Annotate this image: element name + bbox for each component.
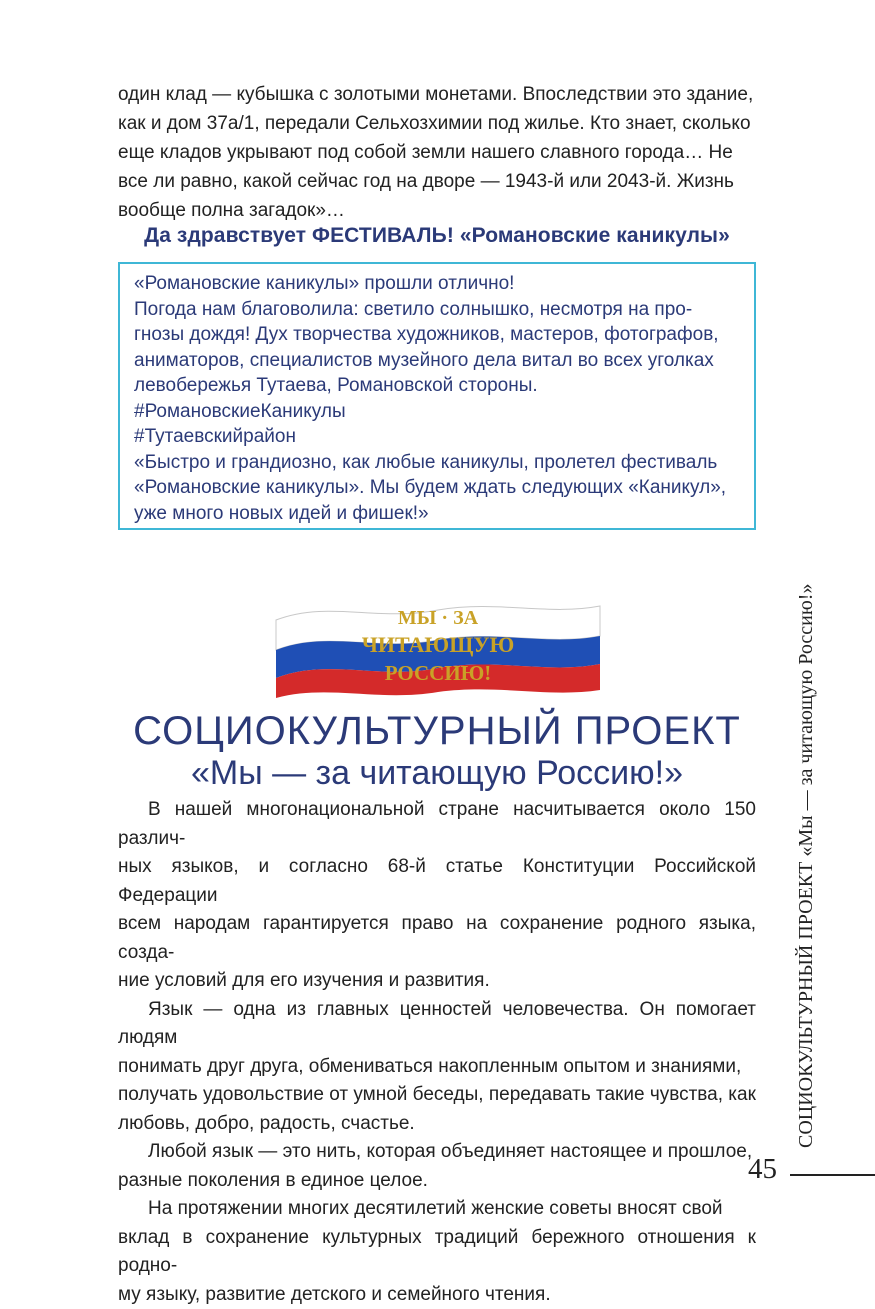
body-line: му языку, развитие детского и семейного чтения. — [118, 1281, 756, 1309]
flag-banner-logo — [268, 592, 608, 700]
body-line: всем народам гарантируется право на сохранение родного языка, созда- — [118, 910, 756, 967]
quote-line: «Романовские каникулы». Мы будем ждать следующих «Каникул», — [134, 475, 740, 501]
intro-line: один клад — кубышка с золотыми монетами. Впоследствии это здание, — [118, 80, 756, 109]
body-line: понимать друг друга, обмениваться накопленным опытом и знаниями, — [118, 1053, 756, 1082]
quote-line: Погода нам благоволила: светило солнышко, несмотря на про- — [134, 297, 740, 323]
project-title: СОЦИОКУЛЬТУРНЫЙ ПРОЕКТ — [118, 707, 756, 755]
body-line: Язык — одна из главных ценностей человечества. Он помогает людям — [118, 996, 756, 1053]
body-line: вклад в сохранение культурных традиций бережного отношения к родно- — [118, 1224, 756, 1281]
body-line: На протяжении многих десятилетий женские советы вносят свой — [118, 1195, 756, 1224]
banner-line-1: МЫ · ЗА — [398, 607, 479, 629]
body-line: ние условий для его изучения и развития. — [118, 967, 756, 996]
hashtag: #Тутаевскийрайон — [134, 424, 740, 450]
banner-line-3: РОССИЮ! — [385, 661, 492, 685]
intro-line: еще кладов укрывают под собой земли нашего славного города… Не — [118, 138, 756, 167]
intro-line: все ли равно, какой сейчас год на дворе — 1943-й или 2043-й. Жизнь — [118, 167, 756, 196]
quote-line: гнозы дождя! Дух творчества художников, мастеров, фотографов, — [134, 322, 740, 348]
festival-quote-box — [118, 262, 756, 530]
banner-line-2: ЧИТАЮЩУЮ — [362, 632, 515, 657]
body-line: Любой язык — это нить, которая объединяет настоящее и прошлое, — [118, 1138, 756, 1167]
project-subtitle: «Мы — за читающую Россию!» — [118, 752, 756, 794]
page-number-rule — [790, 1174, 875, 1176]
body-line: ных языков, и согласно 68-й статье Конституции Российской Федерации — [118, 853, 756, 910]
festival-heading: Да здравствует ФЕСТИВАЛЬ! «Романовские каникулы» — [118, 224, 756, 248]
quote-line: левобережья Тутаева, Романовской стороны. — [134, 373, 740, 399]
quote-line: «Быстро и грандиозно, как любые каникулы, пролетел фестиваль — [134, 450, 740, 476]
project-body — [118, 796, 756, 1309]
intro-text — [118, 80, 756, 225]
running-side-title: СОЦИОКУЛЬТУРНЫЙ ПРОЕКТ «Мы — за читающую Россию!» — [786, 603, 826, 1148]
body-line: любовь, добро, радость, счастье. — [118, 1110, 756, 1139]
body-line: В нашей многонациональной стране насчитывается около 150 различ- — [118, 796, 756, 853]
quote-line: уже много новых идей и фишек!» — [134, 501, 740, 527]
body-line: получать удовольствие от умной беседы, передавать такие чувства, как — [118, 1081, 756, 1110]
quote-line: «Романовские каникулы» прошли отлично! — [134, 271, 740, 297]
intro-line: вообще полна загадок»… — [118, 196, 756, 225]
quote-line: аниматоров, специалистов музейного дела витал во всех уголках — [134, 348, 740, 374]
body-line: разные поколения в единое целое. — [118, 1167, 756, 1196]
hashtag: #РомановскиеКаникулы — [134, 399, 740, 425]
page-number: 45 — [748, 1153, 777, 1186]
intro-line: как и дом 37а/1, передали Сельхозхимии под жилье. Кто знает, сколько — [118, 109, 756, 138]
